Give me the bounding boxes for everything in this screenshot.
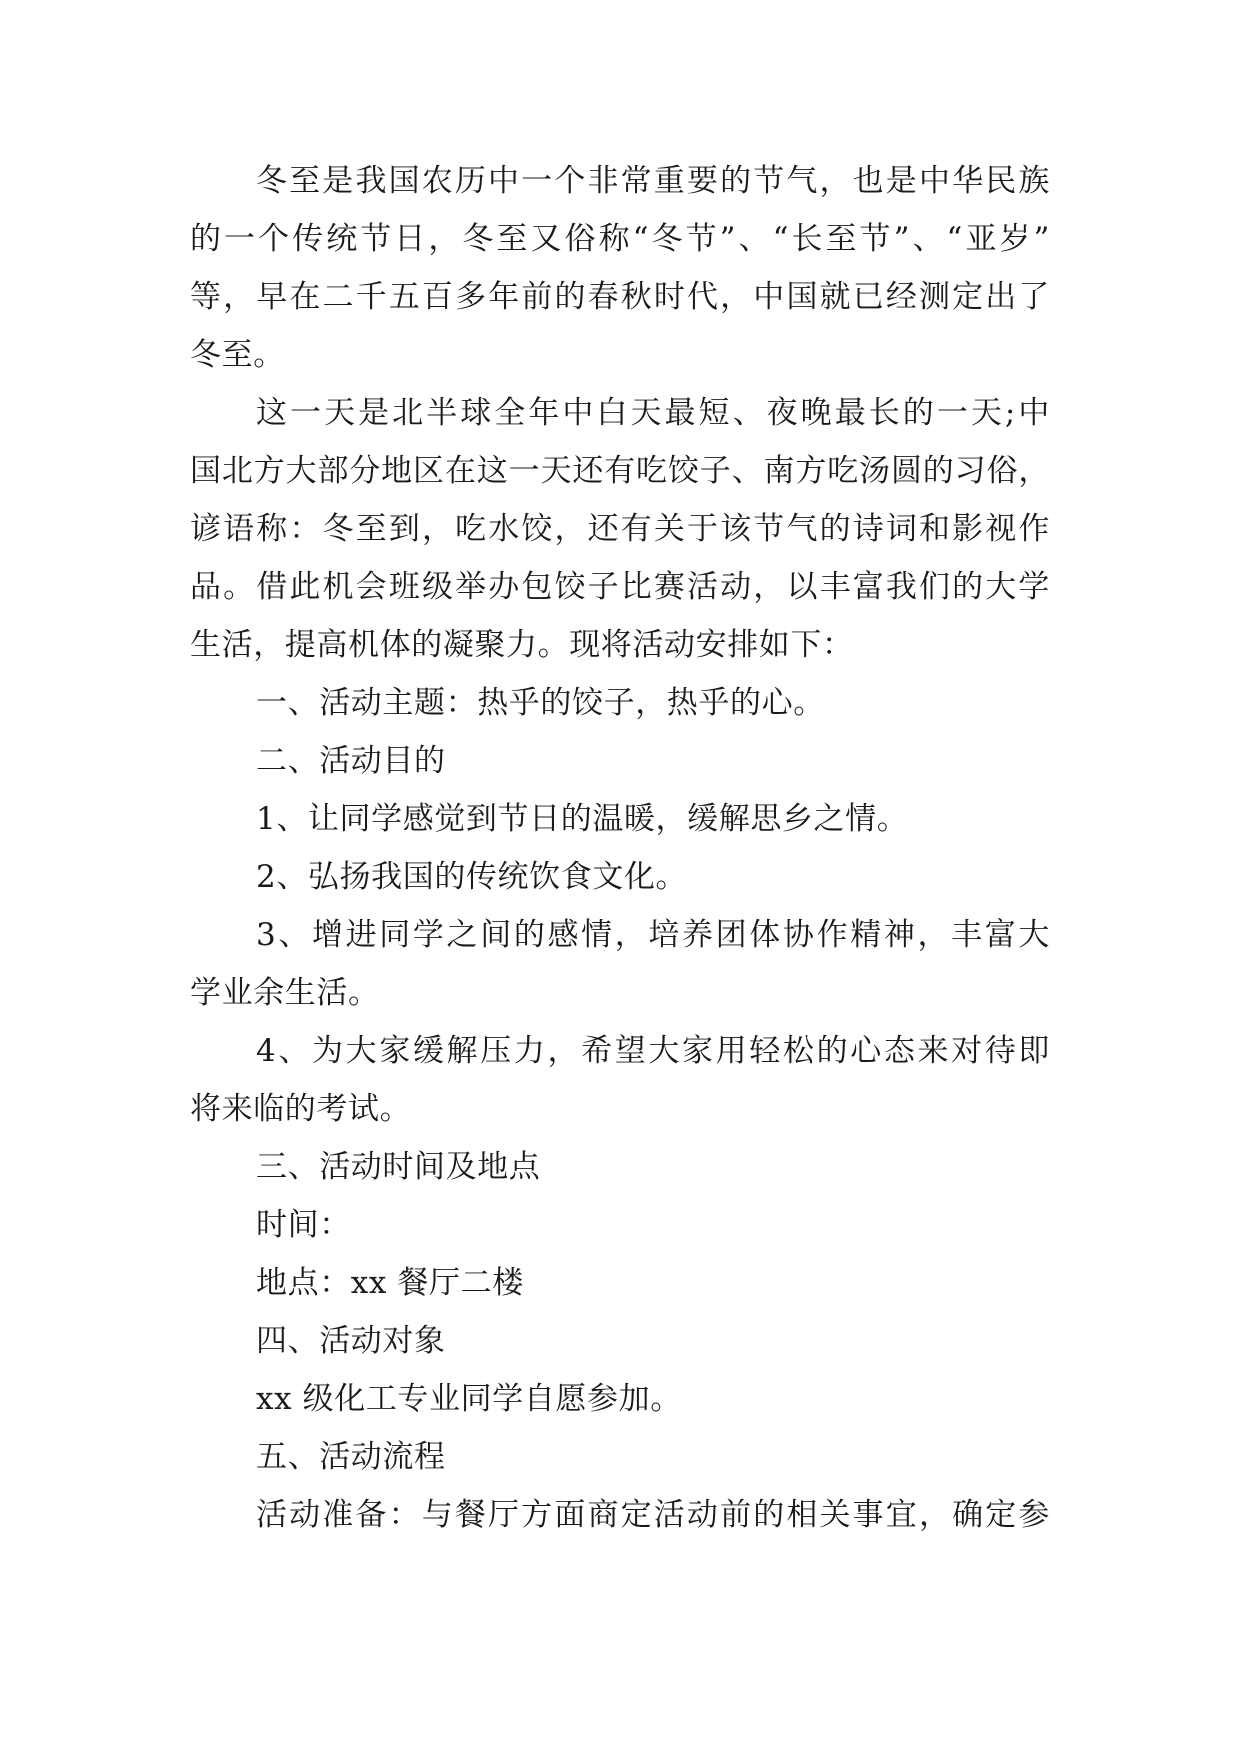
section-target-heading: 四、活动对象 [256, 1323, 446, 1359]
purpose-item-3-line-2: 学业余生活。 [190, 975, 380, 1011]
section-process-heading: 五、活动流程 [256, 1439, 446, 1475]
time-line: 时间： [256, 1207, 351, 1243]
paragraph-1-line-2: 的一个传统节日，冬至又俗称“冬节”、“长至节”、“亚岁” [190, 221, 1050, 257]
paragraph-2-line-1: 这一天是北半球全年中白天最短、夜晚最长的一天;中 [256, 395, 1050, 431]
target-line: xx 级化工专业同学自愿参加。 [256, 1381, 682, 1417]
document-body [190, 152, 1050, 1544]
purpose-item-2: 2、弘扬我国的传统饮食文化。 [256, 859, 688, 895]
purpose-item-1: 1、让同学感觉到节日的温暖，缓解思乡之情。 [256, 801, 909, 837]
paragraph-1-line-4: 冬至。 [190, 337, 285, 373]
paragraph-2-line-5: 生活，提高机体的凝聚力。现将活动安排如下： [190, 627, 854, 663]
place-line: 地点：xx 餐厅二楼 [256, 1265, 524, 1301]
paragraph-2-line-3: 谚语称：冬至到，吃水饺，还有关于该节气的诗词和影视作 [190, 511, 1050, 547]
paragraph-1-line-1: 冬至是我国农历中一个非常重要的节气，也是中华民族 [256, 163, 1050, 199]
paragraph-2-line-2: 国北方大部分地区在这一天还有吃饺子、南方吃汤圆的习俗， [190, 453, 1050, 489]
purpose-item-3-line-1: 3、增进同学之间的感情，培养团体协作精神，丰富大 [256, 917, 1050, 953]
section-purpose-heading: 二、活动目的 [256, 743, 446, 779]
process-preparation-line: 活动准备：与餐厅方面商定活动前的相关事宜，确定参 [256, 1497, 1050, 1533]
paragraph-2-line-4: 品。借此机会班级举办包饺子比赛活动，以丰富我们的大学 [190, 569, 1050, 605]
purpose-item-4-line-1: 4、为大家缓解压力，希望大家用轻松的心态来对待即 [256, 1033, 1050, 1069]
section-time-place-heading: 三、活动时间及地点 [256, 1149, 541, 1185]
paragraph-1-line-3: 等，早在二千五百多年前的春秋时代，中国就已经测定出了 [190, 279, 1050, 315]
purpose-item-4-line-2: 将来临的考试。 [190, 1091, 412, 1127]
section-theme: 一、活动主题：热乎的饺子，热乎的心。 [256, 685, 825, 721]
